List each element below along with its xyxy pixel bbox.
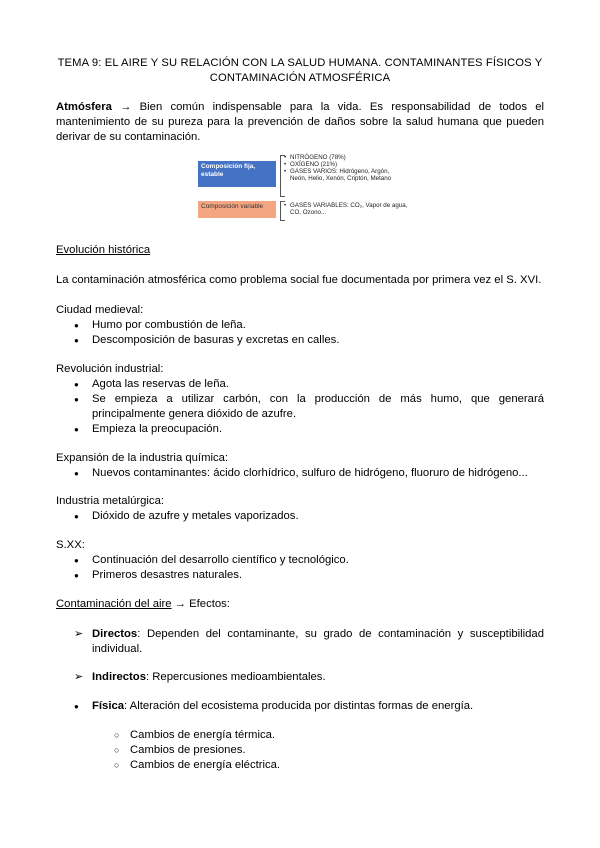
variable-composition-list — [284, 202, 408, 216]
chemical-list — [56, 466, 544, 481]
direct-text: : Dependen del contaminante, su grado de contaminación y susceptibilidad individual. — [92, 628, 544, 655]
indirect-effects-list — [56, 670, 544, 685]
physical-effects-list — [56, 699, 544, 714]
list-item: ● Nuevos contaminantes: ácido clorhídrico, sulfuro de hidrógeno, fluoruro de hidrógeno... — [56, 466, 544, 481]
group-label-metallurgic: Industria metalúrgica: — [56, 495, 164, 507]
medieval-list — [56, 318, 544, 348]
variable-composition-box: Composición variable — [198, 201, 276, 218]
direct-effects-list — [56, 627, 544, 657]
group-label-industrial: Revolución industrial: — [56, 363, 164, 375]
list-item-physical — [56, 699, 544, 714]
metallurgic-list — [56, 509, 544, 524]
effects-heading-suffix: → Efectos: — [171, 598, 230, 610]
effects-heading — [56, 597, 544, 612]
fixed-item: • GASES VARIOS: Hidrógeno, Argón, Neón, Helio, Xenón, Criptón, Metano — [284, 168, 404, 182]
list-item: ● Primeros desastres naturales. — [56, 568, 544, 583]
physical-sub-list — [56, 728, 544, 773]
evolution-paragraph: La contaminación atmosférica como problema social fue documentada por primera vez el S. XVI. — [56, 274, 542, 286]
physical-text: : Alteración del ecosistema producida por distintas formas de energía. — [124, 700, 474, 712]
document-title: TEMA 9: EL AIRE Y SU RELACIÓN CON LA SALUD HUMANA. CONTAMINANTES FÍSICOS Y CONTAMINACIÓN ATMOSFÉRICA — [57, 57, 543, 84]
intro-text: Bien común indispensable para la vida. Es responsabilidad de todos el mantenimiento de su pureza para la prevención de daños sobre la salud humana que pueden derivar de su contaminación. — [56, 101, 545, 143]
effects-heading-link: Contaminación del aire — [56, 598, 172, 610]
list-item-indirect — [56, 670, 544, 685]
evolution-heading: Evolución histórica — [56, 244, 151, 256]
sub-list-item: ○ Cambios de presiones. — [56, 743, 544, 758]
group-label-sxx: S.XX: — [56, 539, 85, 551]
sub-list-item: ○ Cambios de energía térmica. — [56, 728, 544, 743]
fixed-item: • NITRÓGENO (78%) — [284, 154, 404, 161]
composition-diagram — [198, 153, 408, 223]
fixed-item: • OXÍGENO (21%) — [284, 161, 404, 168]
intro-arrow: → — [111, 101, 140, 113]
intro-paragraph — [56, 100, 544, 145]
sub-list-item: ○ Cambios de energía eléctrica. — [56, 758, 544, 773]
group-label-medieval: Ciudad medieval: — [56, 304, 144, 316]
list-item: ● Dióxido de azufre y metales vaporizados. — [56, 509, 544, 524]
group-label-chemical: Expansión de la industria química: — [56, 452, 229, 464]
physical-label: Física — [92, 700, 125, 712]
fixed-composition-box: Composición fija, estable — [198, 161, 276, 187]
indirect-label: Indirectos — [92, 671, 146, 683]
list-item-direct — [56, 627, 544, 657]
fixed-composition-list — [284, 154, 404, 182]
variable-item: • GASES VARIABLES: CO₂, Vapor de agua, CO, Ozono... — [284, 202, 408, 216]
list-item: ● Continuación del desarrollo científico y tecnológico. — [56, 553, 544, 568]
direct-label: Directos — [92, 628, 138, 640]
intro-term: Atmósfera — [56, 101, 112, 113]
list-item: ● Se empieza a utilizar carbón, con la producción de más humo, que generará principalmente genera dióxido de azufre. — [56, 392, 544, 422]
industrial-list — [56, 377, 544, 437]
list-item: ● Descomposición de basuras y excretas en calles. — [56, 333, 544, 348]
list-item: ● Empieza la preocupación. — [56, 422, 544, 437]
indirect-text: : Repercusiones medioambientales. — [146, 671, 326, 683]
sxx-list — [56, 553, 544, 583]
list-item: ● Agota las reservas de leña. — [56, 377, 544, 392]
list-item: ● Humo por combustión de leña. — [56, 318, 544, 333]
